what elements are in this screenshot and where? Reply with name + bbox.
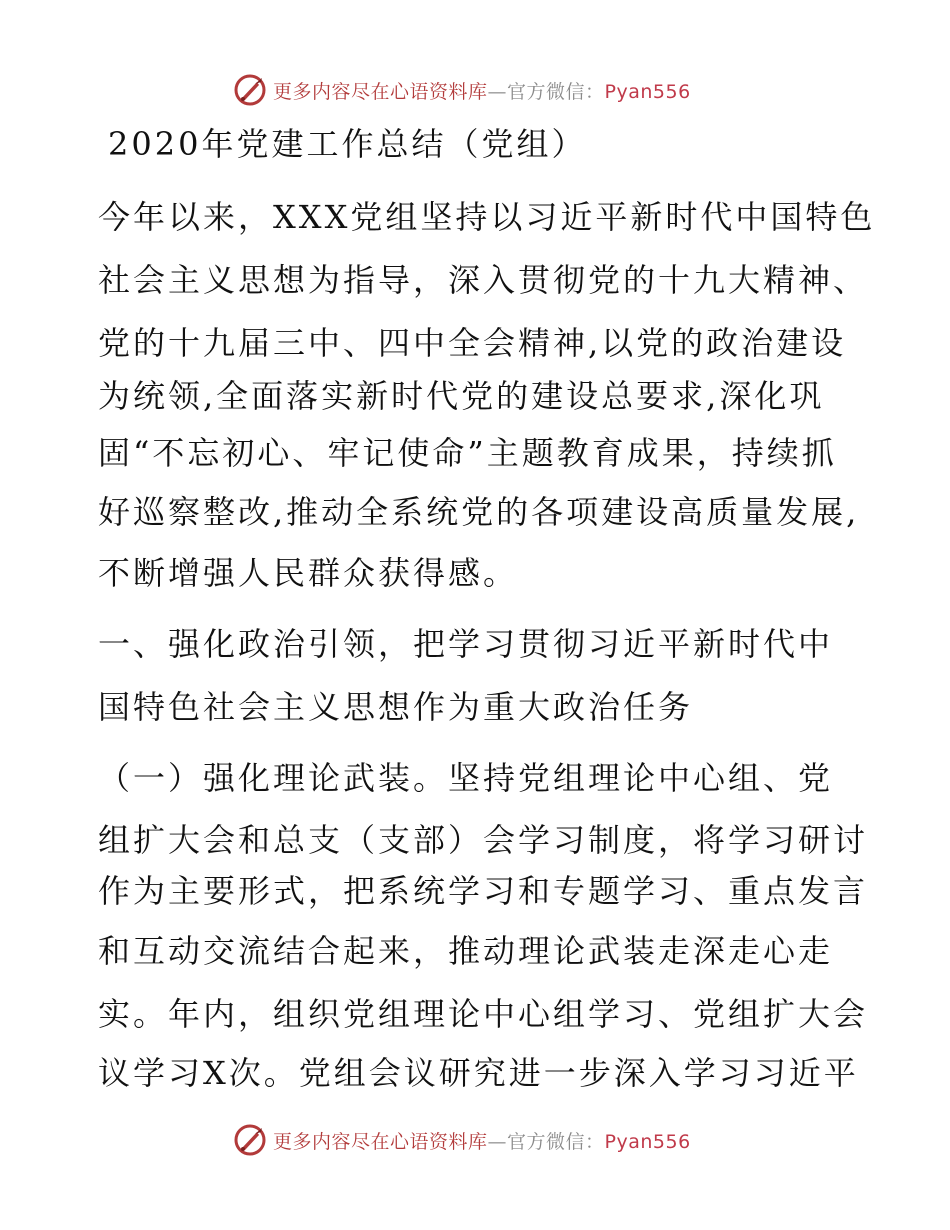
watermark-wechat-id: Pyan556 — [604, 80, 691, 103]
watermark-wechat-id: Pyan556 — [604, 1130, 691, 1153]
quill-logo-icon — [233, 1123, 267, 1157]
watermark-separator: — — [487, 1130, 508, 1153]
body-line: （一）强化理论武装。坚持党组理论中心组、党 — [98, 759, 834, 797]
body-line: 组扩大会和总支（支部）会学习制度，将学习研讨 — [98, 821, 869, 859]
watermark-text: 更多内容尽在心语资料库 — [273, 80, 488, 103]
body-line: 不断增强人民群众获得感。 — [98, 554, 519, 592]
document-title: 2020年党建工作总结（党组） — [108, 125, 587, 163]
quill-logo-icon — [233, 73, 267, 107]
watermark-header — [233, 72, 691, 108]
section-heading: 国特色社会主义思想作为重大政治任务 — [98, 688, 694, 726]
body-line: 议学习X次。党组会议研究进一步深入学习习近平 — [98, 1054, 859, 1092]
body-line: 实。年内，组织党组理论中心组学习、党组扩大会 — [98, 995, 869, 1033]
watermark-label: 官方微信： — [507, 80, 605, 103]
section-heading: 一、强化政治引领，把学习贯彻习近平新时代中 — [98, 625, 834, 663]
body-line: 今年以来，XXX党组坚持以习近平新时代中国特色 — [98, 198, 876, 236]
body-line: 固“不忘初心、牢记使命”主题教育成果，持续抓 — [98, 434, 837, 472]
watermark-label: 官方微信： — [507, 1130, 605, 1153]
body-line: 党的十九届三中、四中全会精神,以党的政治建设 — [98, 324, 847, 362]
body-line: 和互动交流结合起来，推动理论武装走深走心走 — [98, 932, 834, 970]
watermark-footer — [233, 1122, 691, 1158]
watermark-separator: — — [487, 80, 508, 103]
body-line: 为统领,全面落实新时代党的建设总要求,深化巩 — [98, 377, 825, 415]
body-line: 好巡察整改,推动全系统党的各项建设高质量发展, — [98, 493, 860, 531]
body-line: 作为主要形式，把系统学习和专题学习、重点发言 — [98, 872, 869, 910]
body-line: 社会主义思想为指导，深入贯彻党的十九大精神、 — [98, 261, 869, 299]
watermark-text: 更多内容尽在心语资料库 — [273, 1130, 488, 1153]
